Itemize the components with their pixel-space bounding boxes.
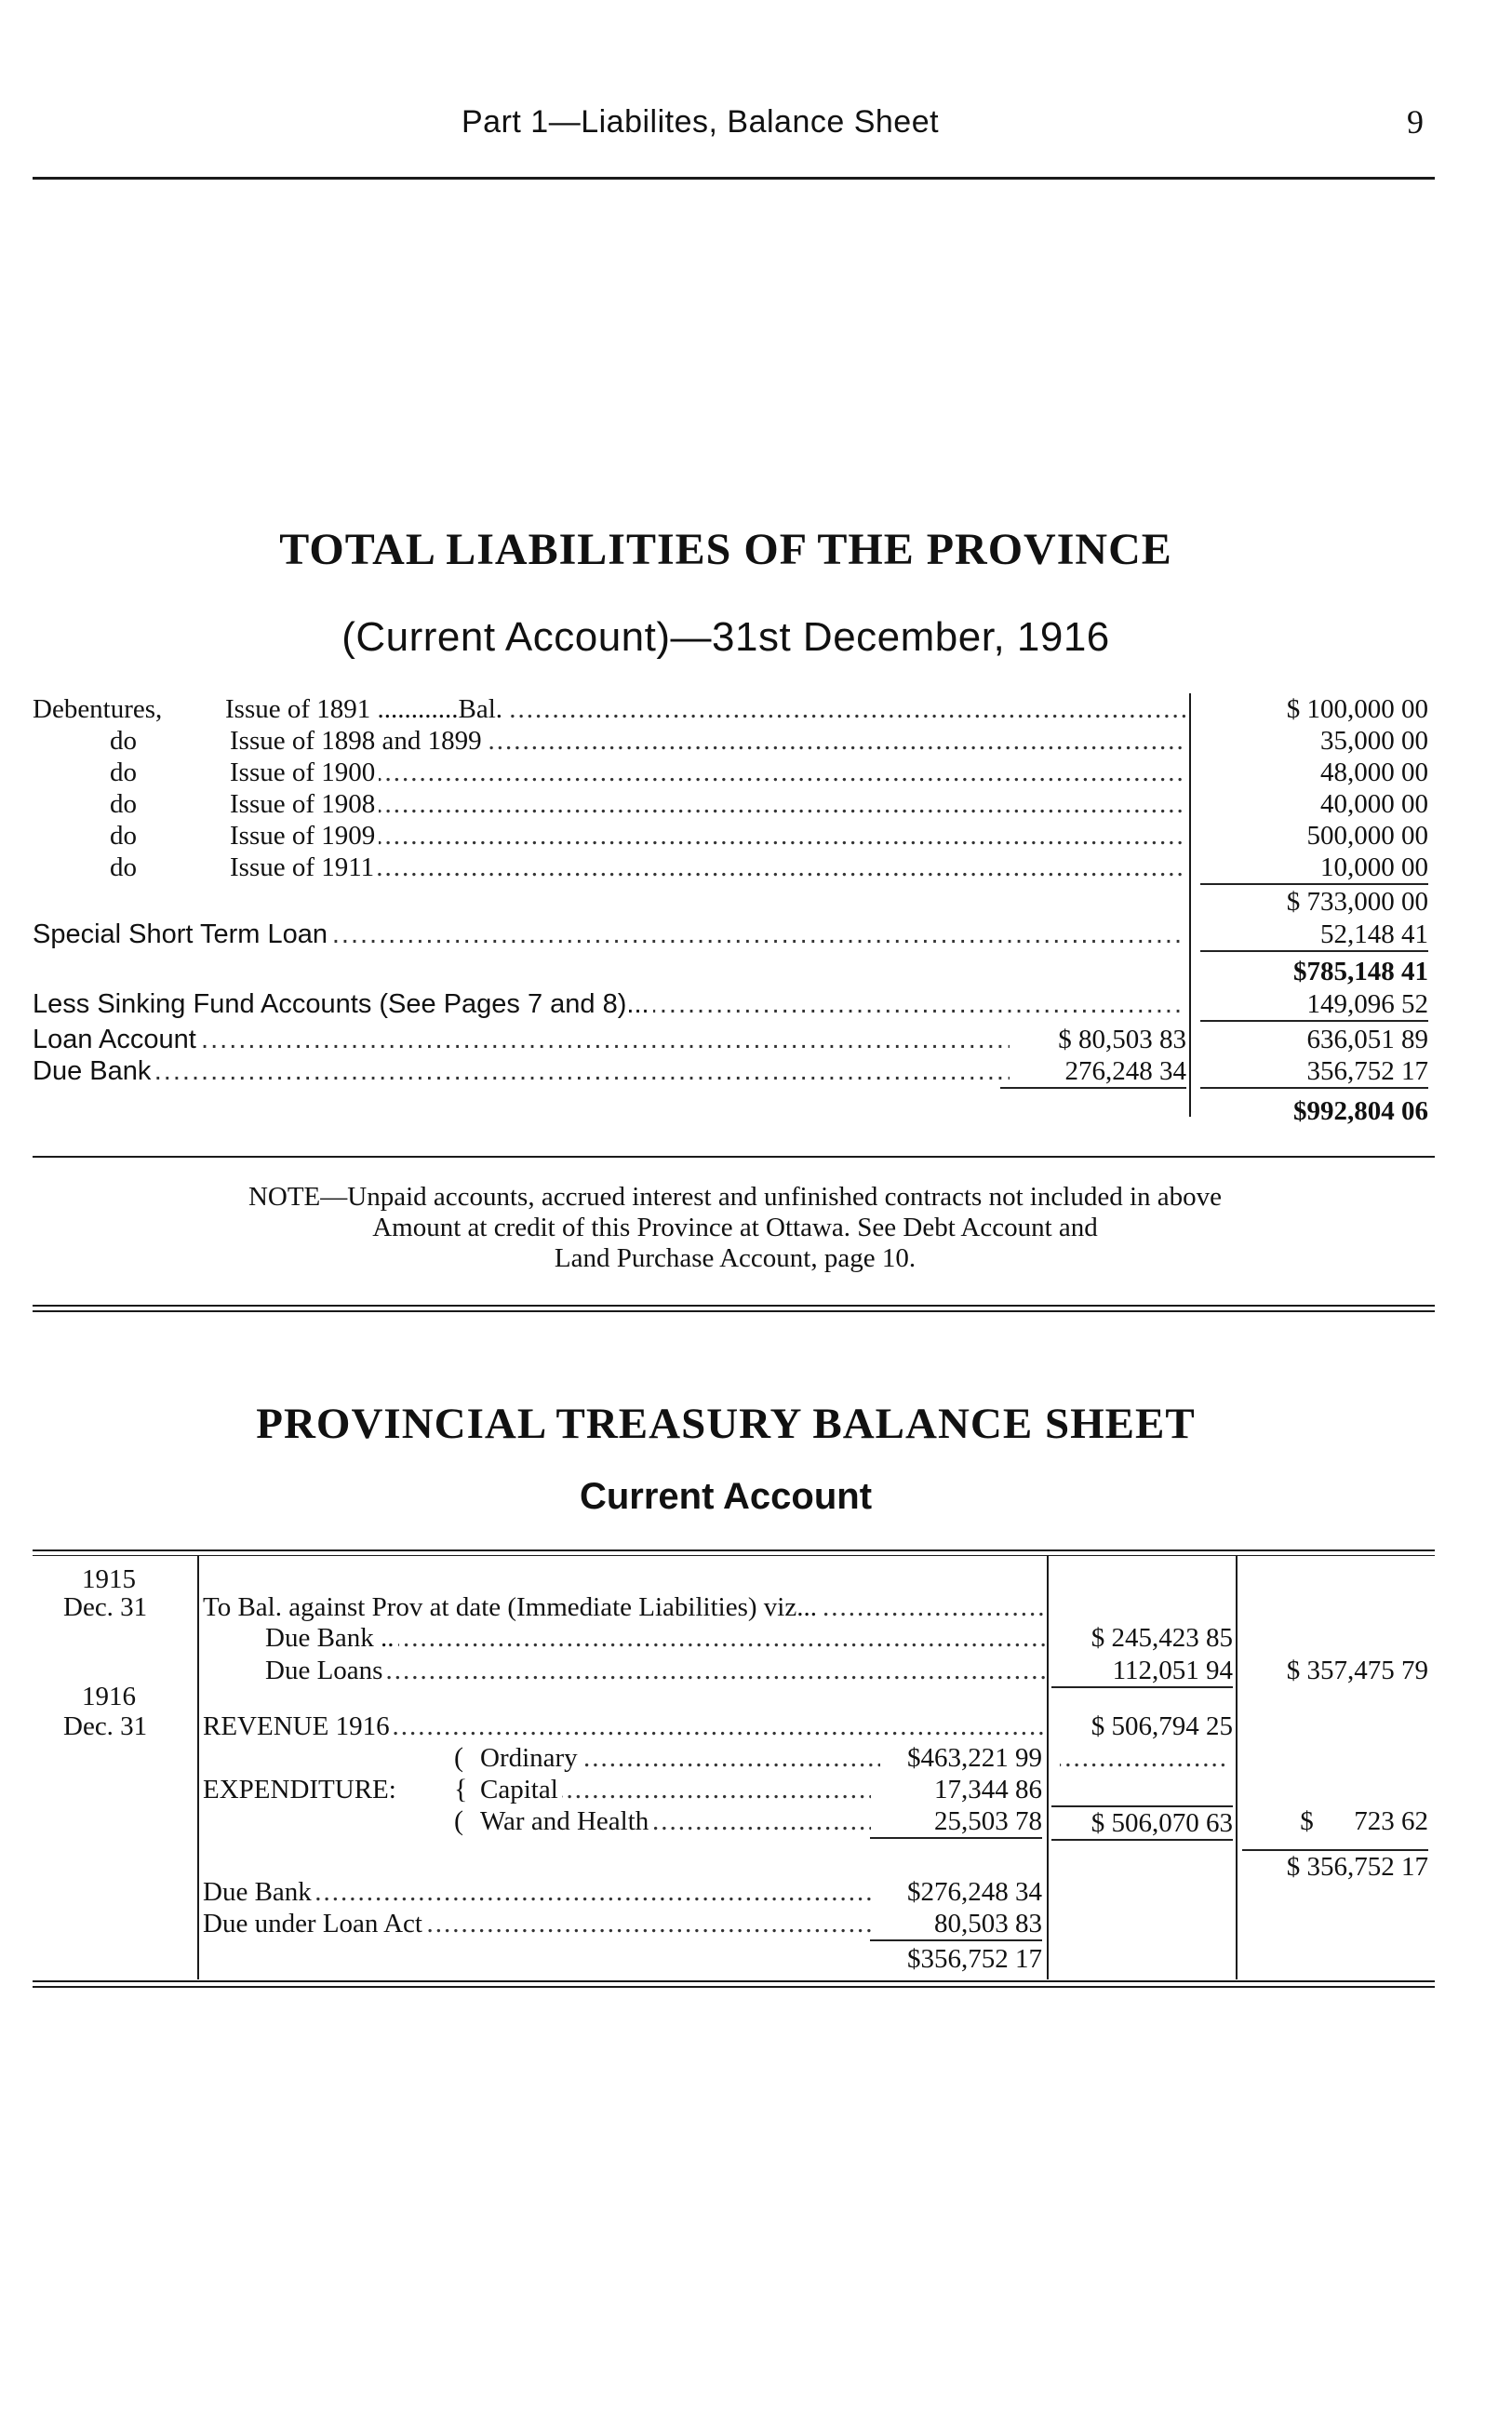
due-bank-value: $ 245,423 85 xyxy=(1091,1623,1233,1653)
section1-bottom-rule xyxy=(33,1156,1435,1158)
debenture-amount-1: 35,000 00 xyxy=(1320,726,1428,756)
debenture-label-5: do xyxy=(110,852,137,882)
loan-account-label: Loan Account ..... xyxy=(33,1024,1010,1055)
debenture-amount-3: 40,000 00 xyxy=(1320,789,1428,819)
debenture-label-3: do xyxy=(110,789,137,819)
subtotal-debentures: $ 733,000 00 xyxy=(1286,887,1428,917)
liabilities-subtitle: (Current Account)—31st December, 1916 xyxy=(341,614,1110,660)
due-loan-act-value: 80,503 83 xyxy=(870,1908,1042,1941)
liabilities-title: TOTAL LIABILITIES OF THE PROVINCE xyxy=(279,525,1172,574)
due-bank-2-value: $276,248 34 xyxy=(907,1877,1042,1907)
note-line-1: NOTE—Unpaid accounts, accrued interest and unfinished contracts not included in above xyxy=(248,1182,1223,1212)
due-bank-row: Due Bank .. ..... xyxy=(265,1622,1045,1654)
due-bank-inner: 276,248 34 xyxy=(1000,1055,1186,1089)
debenture-label-2: do xyxy=(110,758,137,787)
due-bank-label: Due Bank ..... xyxy=(33,1055,1010,1087)
section-separator-2 xyxy=(33,1310,1435,1312)
debenture-issue-3: Issue of 1908 ..... xyxy=(230,788,1185,820)
debenture-amount-4: 500,000 00 xyxy=(1306,821,1428,851)
sinking-fund-label: Less Sinking Fund Accounts (See Pages 7 and 8)... ..... xyxy=(33,988,1185,1020)
due-bank-2-row: Due Bank ..... xyxy=(203,1876,873,1908)
table-top-rule-2 xyxy=(33,1555,1435,1556)
subtotal-with-loan: $785,148 41 xyxy=(1293,957,1428,986)
year-1916: 1916 xyxy=(82,1682,136,1711)
debenture-issue-5: Issue of 1911 ..... xyxy=(230,852,1185,883)
expenditure-label: EXPENDITURE: xyxy=(203,1775,396,1804)
revenue-value: $ 506,794 25 xyxy=(1091,1711,1233,1741)
year-1915: 1915 xyxy=(82,1564,136,1594)
table-bottom-rule-1 xyxy=(33,1980,1435,1982)
due-loans-value: 112,051 94 xyxy=(1051,1655,1233,1688)
note-line-3: Land Purchase Account, page 10. xyxy=(554,1243,917,1273)
special-loan-amount: 52,148 41 xyxy=(1200,919,1428,952)
closing-balance: $ 356,752 17 xyxy=(1242,1849,1428,1883)
war-health-row: War and Health ..... xyxy=(480,1805,871,1837)
treasury-subtitle: Current Account xyxy=(579,1476,873,1517)
liabilities-total: $992,804 06 xyxy=(1293,1096,1428,1126)
table-top-rule-1 xyxy=(33,1549,1435,1551)
ordinary-value: $463,221 99 xyxy=(907,1743,1042,1773)
balance-sum: $356,752 17 xyxy=(907,1944,1042,1974)
table-bottom-rule-2 xyxy=(33,1986,1435,1988)
loan-account-inner: $ 80,503 83 xyxy=(1058,1025,1186,1054)
treasury-title: PROVINCIAL TREASURY BALANCE SHEET xyxy=(256,1400,1196,1448)
page-number: 9 xyxy=(1407,103,1424,141)
note-line-2: Amount at credit of this Province at Ottawa. See Debt Account and xyxy=(372,1213,1098,1242)
expenditure-brace: ( { ( xyxy=(454,1742,468,1836)
expenditure-sum: $ 506,070 63 xyxy=(1051,1805,1233,1841)
debenture-amount-0: $ 100,000 00 xyxy=(1286,694,1428,724)
ordinary-row: Ordinary ..... xyxy=(480,1742,880,1774)
section-separator-1 xyxy=(33,1305,1435,1307)
loan-account-amount: 636,051 89 xyxy=(1306,1025,1428,1054)
running-header: Part 1—Liabilites, Balance Sheet xyxy=(462,104,940,140)
amount-column-divider xyxy=(1189,693,1191,1117)
debenture-amount-5: 10,000 00 xyxy=(1200,852,1428,885)
war-health-value: 25,503 78 xyxy=(870,1805,1042,1839)
debenture-issue-1: Issue of 1898 and 1899 ..... xyxy=(230,725,1185,757)
revenue-row: REVENUE 1916 ..... xyxy=(203,1710,1045,1742)
date-column-divider xyxy=(197,1556,199,1979)
debenture-issue-4: Issue of 1909 ..... xyxy=(230,820,1185,852)
capital-row: Capital ..... xyxy=(480,1774,871,1805)
due-loan-act-row: Due under Loan Act ..... xyxy=(203,1908,873,1939)
debenture-label-4: do xyxy=(110,821,137,851)
ordinary-inner-leader xyxy=(1056,1742,1228,1774)
debenture-label-1: do xyxy=(110,726,137,756)
inner-amount-divider xyxy=(1047,1556,1049,1979)
due-bank-amount: 356,752 17 xyxy=(1200,1055,1428,1089)
sinking-fund-amount: 149,096 52 xyxy=(1200,988,1428,1022)
date-1915: Dec. 31 xyxy=(63,1592,148,1622)
to-balance-line: To Bal. against Prov at date (Immediate Liabilities) viz... ..... xyxy=(203,1591,1045,1623)
due-loans-row: Due Loans ..... xyxy=(265,1655,1045,1686)
opening-balance-total: $ 357,475 79 xyxy=(1286,1656,1428,1685)
date-1916: Dec. 31 xyxy=(63,1711,148,1741)
outer-amount-divider xyxy=(1236,1556,1238,1979)
header-rule xyxy=(33,177,1435,180)
special-loan-label: Special Short Term Loan ..... xyxy=(33,919,1185,950)
debenture-amount-2: 48,000 00 xyxy=(1320,758,1428,787)
capital-value: 17,344 86 xyxy=(934,1775,1042,1804)
debenture-label-0: Debentures, xyxy=(33,694,163,724)
debenture-issue-0: Issue of 1891 ............Bal. ..... xyxy=(225,693,1185,725)
revenue-surplus: $ 723 62 xyxy=(1300,1806,1428,1836)
debenture-issue-2: Issue of 1900 ..... xyxy=(230,757,1185,788)
